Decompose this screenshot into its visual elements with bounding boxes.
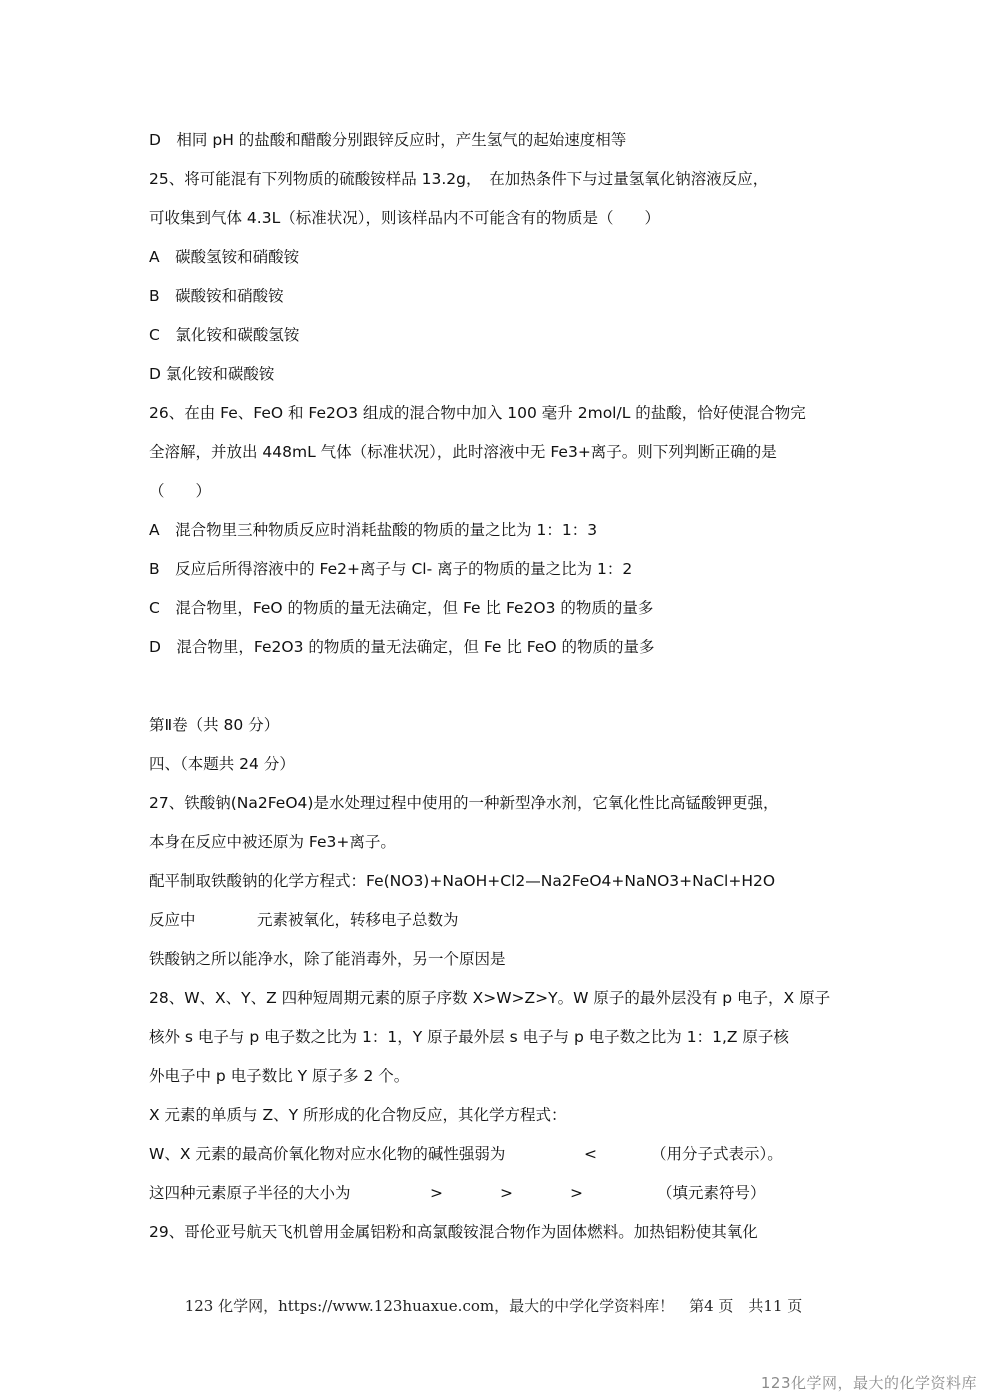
- question-25-line-2: 可收集到气体 4.3L（标准状况），则该样品内不可能含有的物质是（ ）: [149, 209, 660, 227]
- radius-line-hint: （填元素符号）: [657, 1184, 766, 1202]
- oxidation-line-part1: 反应中: [149, 911, 196, 929]
- page-footer: 123 化学网，https://www.123huaxue.com，最大的中学化学资料库！ 第4 页 共11 页: [184, 1297, 803, 1315]
- text-line: D 相同 pH 的盐酸和醋酸分别跟锌反应时，产生氢气的起始速度相等: [149, 131, 627, 149]
- question-28-line-4: X 元素的单质与 Z、Y 所形成的化合物反应，其化学方程式：: [149, 1106, 567, 1124]
- answer-bracket: （ ）: [149, 482, 212, 500]
- question-28-line-1: 28、W、X、Y、Z 四种短周期元素的原子序数 X>W>Z>Y。W 原子的最外层没有 p 电子，X 原子: [149, 989, 831, 1007]
- question-26-line-2: 全溶解，并放出 448mL 气体（标准状况），此时溶液中无 Fe3+离子。则下列判断正确的是: [149, 443, 777, 461]
- basicity-line: [149, 1144, 869, 1164]
- option-d: D 混合物里，Fe2O3 的物质的量无法确定，但 Fe 比 FeO 的物质的量多: [149, 638, 655, 656]
- greater-than-sign: >: [570, 1184, 583, 1202]
- question-25-line-1: 25、将可能混有下列物质的硫酸铵样品 13.2g， 在加热条件下与过量氢氧化钠溶液反应，: [149, 170, 769, 188]
- question-28-line-3: 外电子中 p 电子数比 Y 原子多 2 个。: [149, 1067, 410, 1085]
- question-28-line-2: 核外 s 电子与 p 电子数之比为 1：1，Y 原子最外层 s 电子与 p 电子数之比为 1：1,Z 原子核: [149, 1028, 789, 1046]
- option-b: B 反应后所得溶液中的 Fe2+离子与 Cl- 离子的物质的量之比为 1：2: [149, 560, 633, 578]
- question-26-line-1: 26、在由 Fe、FeO 和 Fe2O3 组成的混合物中加入 100 毫升 2mol/L 的盐酸，恰好使混合物完: [149, 404, 806, 422]
- equation-line: 配平制取铁酸钠的化学方程式：Fe(NO3)+NaOH+Cl2—Na2FeO4+NaNO3+NaCl+H2O: [149, 872, 776, 890]
- section-title: 第Ⅱ卷（共 80 分）: [149, 716, 280, 734]
- option-b: B 碳酸铵和硝酸铵: [149, 287, 284, 305]
- option-a: A 碳酸氢铵和硝酸铵: [149, 248, 300, 266]
- greater-than-sign: >: [500, 1184, 513, 1202]
- option-c: C 混合物里，FeO 的物质的量无法确定，但 Fe 比 Fe2O3 的物质的量多: [149, 599, 654, 617]
- basicity-line-text: W、X 元素的最高价氧化物对应水化物的碱性强弱为: [149, 1145, 506, 1163]
- radius-line: [149, 1183, 869, 1203]
- less-than-sign: <: [584, 1145, 597, 1163]
- question-27-line-1: 27、铁酸钠(Na2FeO4)是水处理过程中使用的一种新型净水剂，它氧化性比高锰酸钾更强，: [149, 794, 779, 812]
- basicity-line-hint: （用分子式表示）。: [651, 1145, 783, 1163]
- purification-line: 铁酸钠之所以能净水，除了能消毒外，另一个原因是: [149, 950, 506, 968]
- greater-than-sign: >: [430, 1184, 443, 1202]
- watermark: 123化学网，最大的化学资料库: [760, 1374, 977, 1392]
- question-29-line-1: 29、哥伦亚号航天飞机曾用金属铝粉和高氯酸铵混合物作为固体燃料。加热铝粉使其氧化: [149, 1223, 758, 1241]
- part-heading: 四、（本题共 24 分）: [149, 755, 295, 773]
- oxidation-line: [149, 910, 869, 930]
- option-d: D 氯化铵和碳酸铵: [149, 365, 275, 383]
- option-c: C 氯化铵和碳酸氢铵: [149, 326, 300, 344]
- option-a: A 混合物里三种物质反应时消耗盐酸的物质的量之比为 1：1：3: [149, 521, 598, 539]
- oxidation-line-part2: 元素被氧化，转移电子总数为: [257, 911, 459, 929]
- radius-line-text: 这四种元素原子半径的大小为: [149, 1184, 351, 1202]
- question-27-line-2: 本身在反应中被还原为 Fe3+离子。: [149, 833, 396, 851]
